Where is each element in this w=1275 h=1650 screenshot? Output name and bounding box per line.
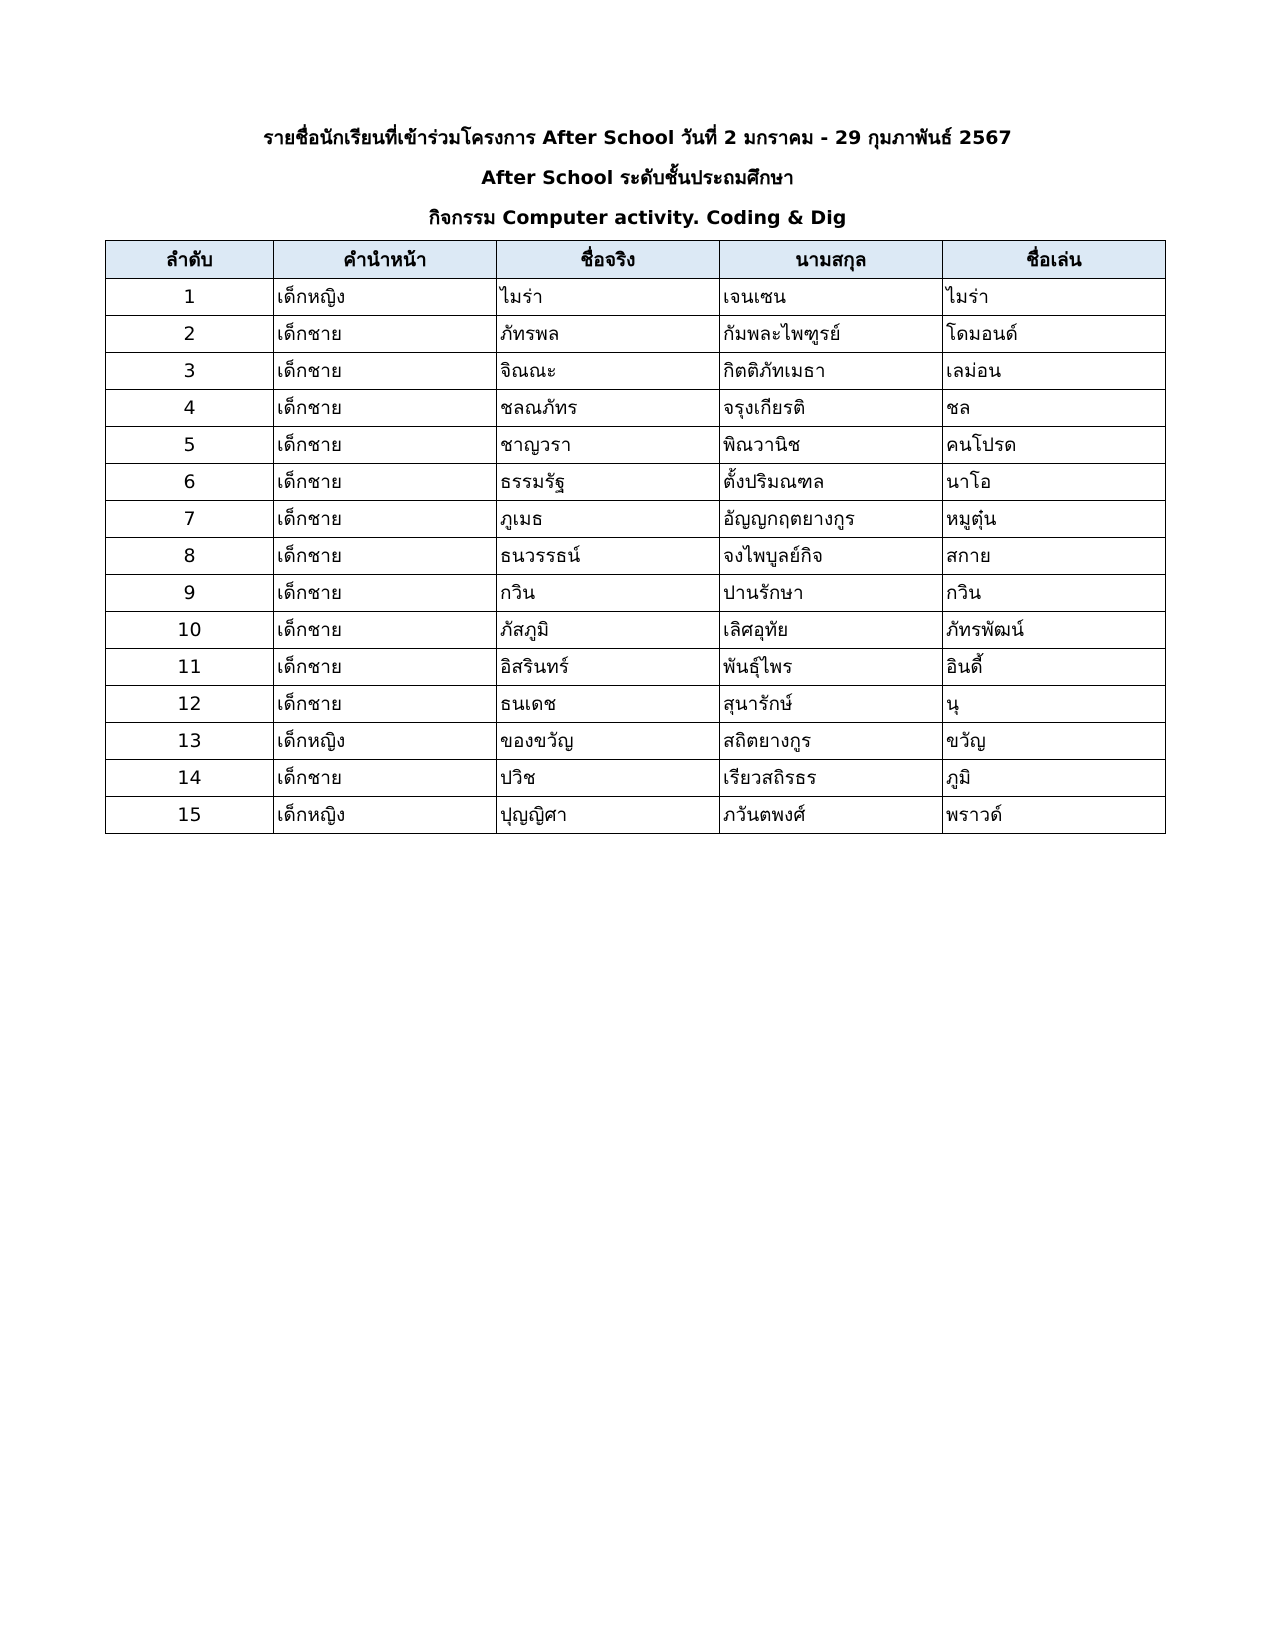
cell-last-name: จงไพบูลย์กิจ <box>720 538 943 575</box>
cell-order: 10 <box>106 612 274 649</box>
cell-last-name: เลิศอุทัย <box>720 612 943 649</box>
cell-first-name: ภัทรพล <box>497 316 720 353</box>
cell-prefix: เด็กชาย <box>274 464 497 501</box>
table-row <box>106 316 1166 353</box>
cell-last-name: เจนเซน <box>720 279 943 316</box>
cell-order: 4 <box>106 390 274 427</box>
cell-order: 13 <box>106 723 274 760</box>
table-row <box>106 686 1166 723</box>
cell-last-name: สถิตยางกูร <box>720 723 943 760</box>
table-row <box>106 649 1166 686</box>
cell-first-name: ภูเมธ <box>497 501 720 538</box>
document-header <box>0 118 1275 238</box>
cell-order: 5 <box>106 427 274 464</box>
cell-nickname: ขวัญ <box>943 723 1166 760</box>
table-row <box>106 797 1166 834</box>
cell-nickname: กวิน <box>943 575 1166 612</box>
cell-first-name: ภัสภูมิ <box>497 612 720 649</box>
cell-prefix: เด็กชาย <box>274 316 497 353</box>
cell-nickname: คนโปรด <box>943 427 1166 464</box>
cell-nickname: ภัทรพัฒน์ <box>943 612 1166 649</box>
cell-first-name: ชลณภัทร <box>497 390 720 427</box>
cell-first-name: ไมร่า <box>497 279 720 316</box>
cell-last-name: พิณวานิช <box>720 427 943 464</box>
table-row <box>106 427 1166 464</box>
cell-nickname: สกาย <box>943 538 1166 575</box>
cell-order: 9 <box>106 575 274 612</box>
activity-title: กิจกรรม Computer activity. Coding & Dig <box>428 207 847 229</box>
cell-nickname: อินดี้ <box>943 649 1166 686</box>
document-subtitle: After School ระดับชั้นประถมศึกษา <box>481 167 794 189</box>
cell-last-name: กัมพละไพฑูรย์ <box>720 316 943 353</box>
cell-first-name: อิสรินทร์ <box>497 649 720 686</box>
table-row <box>106 501 1166 538</box>
cell-last-name: ปานรักษา <box>720 575 943 612</box>
cell-prefix: เด็กหญิง <box>274 279 497 316</box>
cell-last-name: อัญญกฤตยางกูร <box>720 501 943 538</box>
cell-first-name: ธนเดช <box>497 686 720 723</box>
table-row <box>106 760 1166 797</box>
table-row <box>106 538 1166 575</box>
cell-prefix: เด็กชาย <box>274 575 497 612</box>
cell-prefix: เด็กชาย <box>274 686 497 723</box>
table-header-row <box>106 241 1166 279</box>
cell-order: 1 <box>106 279 274 316</box>
cell-first-name: ธนวรรธน์ <box>497 538 720 575</box>
column-header-first-name: ชื่อจริง <box>497 241 720 279</box>
cell-prefix: เด็กหญิง <box>274 723 497 760</box>
table-row <box>106 464 1166 501</box>
cell-prefix: เด็กชาย <box>274 538 497 575</box>
cell-prefix: เด็กชาย <box>274 760 497 797</box>
cell-order: 3 <box>106 353 274 390</box>
cell-order: 14 <box>106 760 274 797</box>
cell-nickname: ไมร่า <box>943 279 1166 316</box>
cell-prefix: เด็กชาย <box>274 612 497 649</box>
cell-nickname: ภูมิ <box>943 760 1166 797</box>
cell-order: 11 <box>106 649 274 686</box>
table-body <box>106 279 1166 834</box>
cell-prefix: เด็กชาย <box>274 353 497 390</box>
cell-last-name: ภวันตพงศ์ <box>720 797 943 834</box>
cell-order: 12 <box>106 686 274 723</box>
cell-nickname: นาโอ <box>943 464 1166 501</box>
cell-prefix: เด็กชาย <box>274 390 497 427</box>
cell-nickname: โดมอนด์ <box>943 316 1166 353</box>
cell-last-name: ตั้งปริมณฑล <box>720 464 943 501</box>
cell-first-name: ปวิช <box>497 760 720 797</box>
cell-last-name: จรุงเกียรติ <box>720 390 943 427</box>
student-roster-table <box>105 240 1166 834</box>
cell-first-name: ปุญญิศา <box>497 797 720 834</box>
cell-nickname: นุ <box>943 686 1166 723</box>
cell-order: 6 <box>106 464 274 501</box>
cell-nickname: เลม่อน <box>943 353 1166 390</box>
column-header-last-name: นามสกุล <box>720 241 943 279</box>
cell-order: 15 <box>106 797 274 834</box>
cell-prefix: เด็กชาย <box>274 501 497 538</box>
column-header-prefix: คำนำหน้า <box>274 241 497 279</box>
table-row <box>106 279 1166 316</box>
cell-prefix: เด็กชาย <box>274 649 497 686</box>
cell-nickname: พราวด์ <box>943 797 1166 834</box>
table-header <box>106 241 1166 279</box>
table-row <box>106 575 1166 612</box>
cell-prefix: เด็กชาย <box>274 427 497 464</box>
table-row <box>106 353 1166 390</box>
cell-first-name: จิณณะ <box>497 353 720 390</box>
table-row <box>106 390 1166 427</box>
column-header-nickname: ชื่อเล่น <box>943 241 1166 279</box>
cell-order: 8 <box>106 538 274 575</box>
cell-last-name: กิตติภัทเมธา <box>720 353 943 390</box>
table-row <box>106 723 1166 760</box>
cell-last-name: สุนารักษ์ <box>720 686 943 723</box>
cell-order: 2 <box>106 316 274 353</box>
cell-first-name: ของขวัญ <box>497 723 720 760</box>
cell-last-name: พันธุ์ไพร <box>720 649 943 686</box>
cell-first-name: ชาญวรา <box>497 427 720 464</box>
document-title: รายชื่อนักเรียนที่เข้าร่วมโครงการ After School วันที่ 2 มกราคม - 29 กุมภาพันธ์ 2567 <box>263 127 1012 149</box>
cell-nickname: ชล <box>943 390 1166 427</box>
cell-last-name: เรียวสถิรธร <box>720 760 943 797</box>
cell-nickname: หมูตุ๋น <box>943 501 1166 538</box>
cell-first-name: ธรรมรัฐ <box>497 464 720 501</box>
cell-order: 7 <box>106 501 274 538</box>
cell-prefix: เด็กหญิง <box>274 797 497 834</box>
column-header-order: ลำดับ <box>106 241 274 279</box>
cell-first-name: กวิน <box>497 575 720 612</box>
table-row <box>106 612 1166 649</box>
